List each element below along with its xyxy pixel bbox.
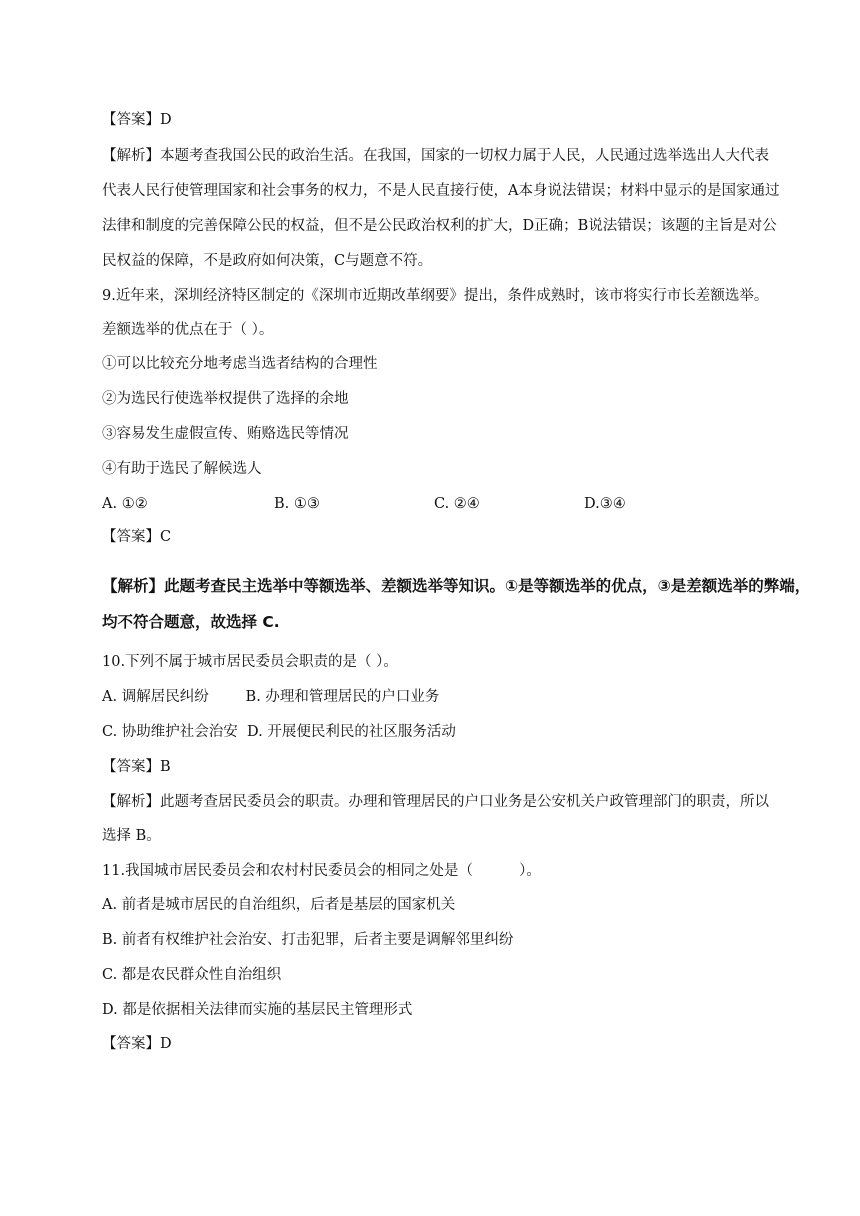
q9-analysis-line: 【解析】此题考查民主选举中等额选举、差额选举等知识。①是等额选举的优点，③是差额选举的弊端， bbox=[102, 577, 811, 595]
q9-item: ③容易发生虚假宣传、贿赂选民等情况 bbox=[102, 426, 349, 442]
q9-stem-line: 9.近年来，深圳经济特区制定的《深圳市近期改革纲要》提出，条件成熟时，该市将实行市长差额选举。 bbox=[102, 288, 769, 304]
q9-option-b: B. ①③ bbox=[274, 496, 320, 512]
q9-item: ④有助于选民了解候选人 bbox=[102, 461, 262, 477]
q9-answer: 【答案】C bbox=[102, 529, 172, 545]
q10-stem: 10.下列不属于城市居民委员会职责的是（ ）。 bbox=[102, 654, 398, 670]
q11-option-c: C. 都是农民群众性自治组织 bbox=[102, 967, 282, 983]
q9-option-d: D.③④ bbox=[584, 496, 626, 512]
q10-analysis-line: 选择 B。 bbox=[102, 828, 161, 844]
q10-analysis-line: 【解析】此题考查居民委员会的职责。办理和管理居民的户口业务是公安机关户政管理部门的职责，所以 bbox=[102, 794, 769, 810]
q10-answer: 【答案】B bbox=[102, 759, 171, 775]
q9-option-a: A. ①② bbox=[102, 496, 148, 512]
q9-item: ①可以比较充分地考虑当选者结构的合理性 bbox=[102, 356, 378, 372]
q10-options-row: A. 调解居民纠纷 B. 办理和管理居民的户口业务 bbox=[102, 689, 440, 705]
q9-item: ②为选民行使选举权提供了选择的余地 bbox=[102, 391, 349, 407]
q10-options-row: C. 协助维护社会治安 D. 开展便民利民的社区服务活动 bbox=[102, 724, 456, 740]
q11-stem: 11.我国城市居民委员会和农村村民委员会的相同之处是（ ）。 bbox=[102, 863, 541, 879]
q11-option-b: B. 前者有权维护社会治安、打击犯罪，后者主要是调解邻里纠纷 bbox=[102, 932, 514, 948]
q11-option-a: A. 前者是城市居民的自治组织，后者是基层的国家机关 bbox=[102, 897, 456, 913]
q8-analysis-line: 【解析】本题考查我国公民的政治生活。在我国，国家的一切权力属于人民，人民通过选举选出人大代表 bbox=[102, 148, 769, 164]
q9-analysis-line: 均不符合题意，故选择 C. bbox=[102, 613, 280, 631]
q11-answer: 【答案】D bbox=[102, 1036, 172, 1052]
q8-analysis-line: 代表人民行使管理国家和社会事务的权力，不是人民直接行使，A本身说法错误；材料中显示的是国家通过 bbox=[102, 183, 780, 199]
q11-option-d: D. 都是依据相关法律而实施的基层民主管理形式 bbox=[102, 1002, 413, 1018]
q8-answer: 【答案】D bbox=[102, 112, 172, 128]
q8-analysis-line: 法律和制度的完善保障公民的权益，但不是公民政治权利的扩大，D正确；B说法错误；该题的主旨是对公 bbox=[102, 218, 777, 234]
q9-option-c: C. ②④ bbox=[434, 496, 480, 512]
q8-analysis-line: 民权益的保障，不是政府如何决策，C与题意不符。 bbox=[102, 253, 433, 269]
q9-stem-line: 差额选举的优点在于（ ）。 bbox=[102, 322, 274, 338]
